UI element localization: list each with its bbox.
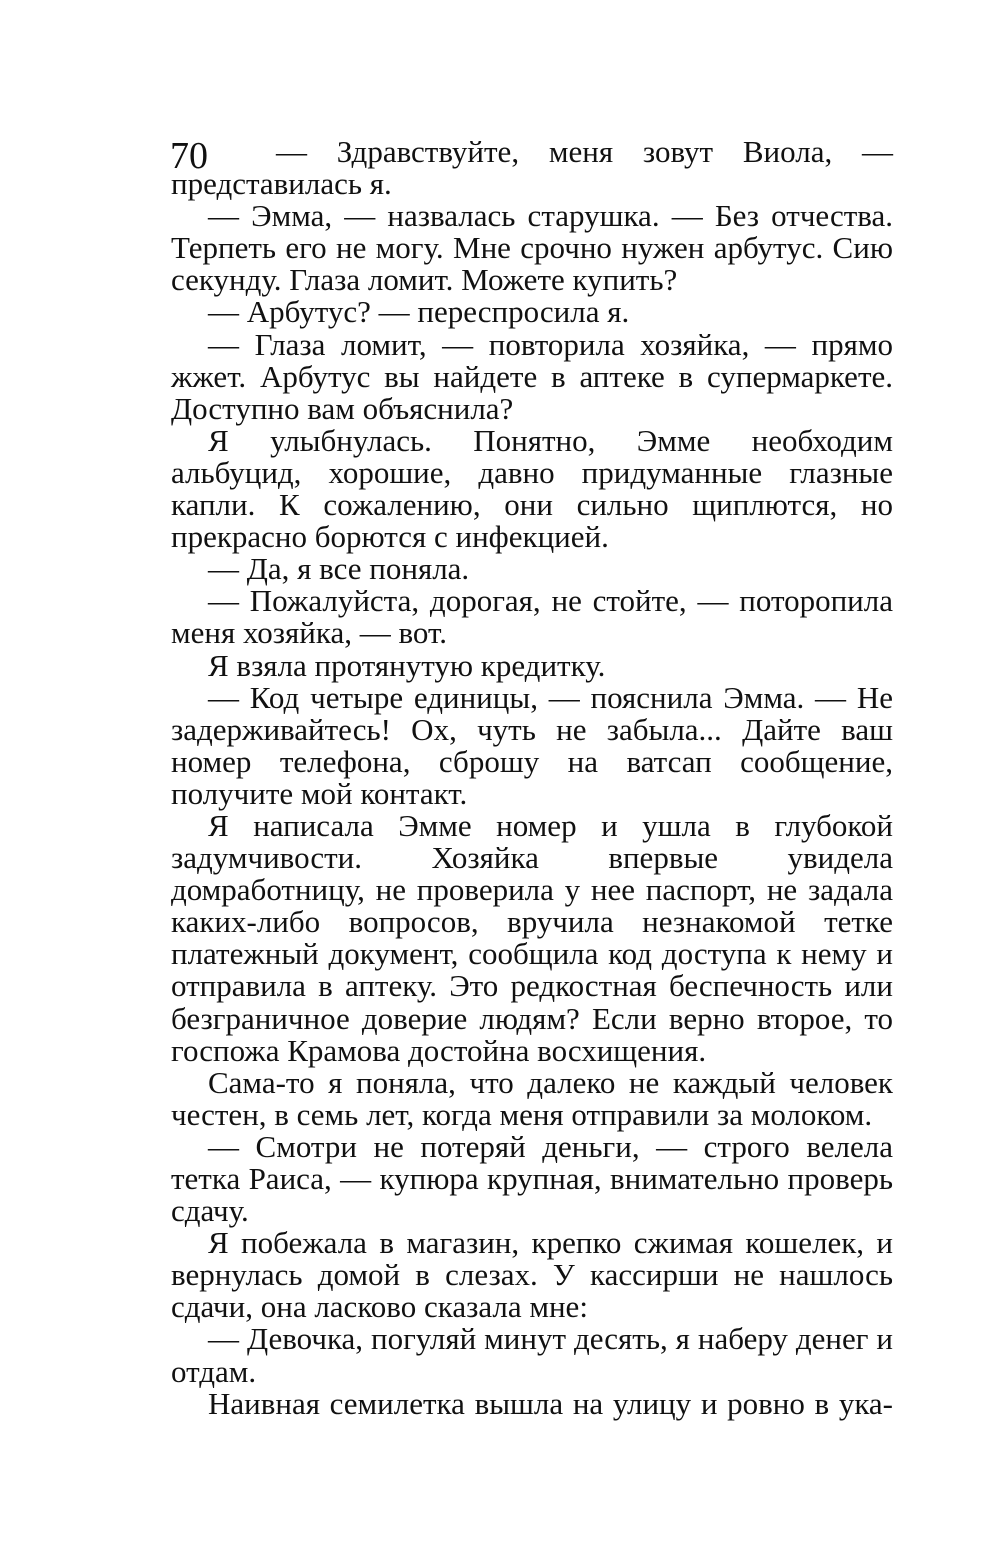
paragraph: Сама-то я поняла, что далеко не каждый человек честен, в семь лет, когда меня отправили за молоком. — [171, 1064, 893, 1132]
paragraph: — Здравствуйте, меня зовут Виола, — представилась я. — [171, 134, 893, 202]
paragraph: — Арбутус? — переспросила я. — [208, 294, 630, 330]
paragraph: — Пожалуйста, дорогая, не стойте, — поторопила меня хозяйка, — вот. — [171, 583, 893, 651]
paragraph: Я взяла протянутую кредитку. — [208, 647, 606, 683]
paragraph: Я написала Эмме номер и ушла в глубокой задумчивости. Хозяйка впервые увидела домработницу, не проверила у нее паспорт, не задала каких-либо вопросов, вручила незнакомой тетке платежный документ, сообщила код доступа к нему и отправила в аптеку. Это редкостная беспечность или безграничное доверие людям? Если верно второе, то госпожа Крамова достойна восхищения. — [171, 807, 893, 1068]
body-text — [171, 136, 893, 1420]
paragraph: Я побежала в магазин, крепко сжимая кошелек, и вернулась домой в слезах. У кассирши не нашлось сдачи, она ласково сказала мне: — [171, 1225, 893, 1325]
paragraph: Наивная семилетка вышла на улицу и ровно в ука- — [208, 1385, 893, 1421]
paragraph: — Смотри не потеряй деньги, — строго велела тетка Раиса, — купюра крупная, внимательно проверь сдачу. — [171, 1128, 893, 1229]
paragraph: Я улыбнулась. Понятно, Эмме необходим альбуцид, хорошие, давно придуманные глазные капли. К сожалению, они сильно щиплются, но прекрасно борются с инфекцией. — [171, 422, 893, 555]
paragraph: — Да, я все поняла. — [208, 551, 470, 587]
paragraph: — Глаза ломит, — повторила хозяйка, — прямо жжет. Арбутус вы найдете в аптеке в супермаркете. Доступно вам объяснила? — [171, 326, 893, 426]
paragraph: — Девочка, погуляй минут десять, я наберу денег и отдам. — [171, 1321, 893, 1389]
page-number: 70 — [170, 135, 208, 177]
paragraph: — Код четыре единицы, — пояснила Эмма. — Не задерживайтесь! Ох, чуть не забыла... Дайте ваш номер телефона, сброшу на ватсап сообщение, получите мой контакт. — [171, 679, 893, 811]
paragraph: — Эмма, — назвалась старушка. — Без отчества. Терпеть его не могу. Мне срочно нужен арбутус. Сию секунду. Глаза ломит. Можете купить? — [171, 198, 893, 298]
